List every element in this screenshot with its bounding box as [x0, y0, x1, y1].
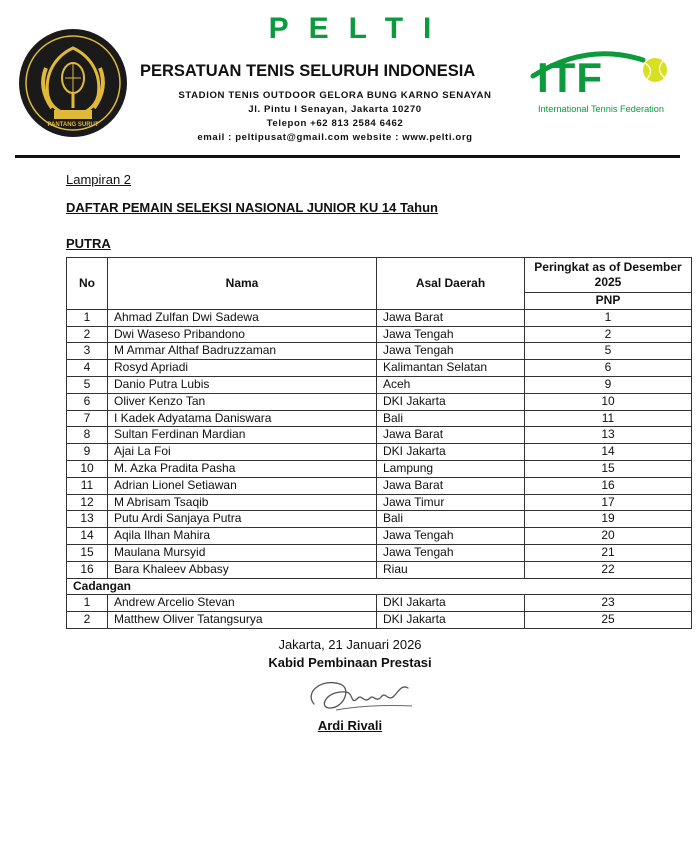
- signer-position: Kabid Pembinaan Prestasi: [268, 655, 432, 670]
- table-row: [67, 309, 692, 326]
- header-divider: [15, 155, 680, 158]
- cell-name: Danio Putra Lubis: [108, 376, 377, 393]
- cell-no: 11: [67, 477, 108, 494]
- cell-name: M Ammar Althaf Badruzzaman: [108, 343, 377, 360]
- table-row: [67, 460, 692, 477]
- pelti-title: PELTI: [268, 12, 452, 45]
- cell-rank: 16: [525, 477, 692, 494]
- cell-no: 14: [67, 528, 108, 545]
- cell-region: Jawa Barat: [377, 427, 525, 444]
- cell-no: 8: [67, 427, 108, 444]
- cell-rank: 10: [525, 393, 692, 410]
- table-row: [67, 360, 692, 377]
- cell-region: Jawa Tengah: [377, 326, 525, 343]
- cell-no: 5: [67, 376, 108, 393]
- cell-no: 3: [67, 343, 108, 360]
- cell-no: 2: [67, 612, 108, 629]
- cell-name: Sultan Ferdinan Mardian: [108, 427, 377, 444]
- cell-region: Jawa Tengah: [377, 528, 525, 545]
- phone-line: Telepon +62 813 2584 6462: [266, 118, 404, 129]
- cell-name: Andrew Arcelio Stevan: [108, 595, 377, 612]
- cell-name: Dwi Waseso Pribandono: [108, 326, 377, 343]
- table-row: [67, 444, 692, 461]
- table-row: [67, 326, 692, 343]
- cell-no: 7: [67, 410, 108, 427]
- cell-rank: 13: [525, 427, 692, 444]
- cell-no: 6: [67, 393, 108, 410]
- cell-region: Jawa Tengah: [377, 343, 525, 360]
- cell-region: Lampung: [377, 460, 525, 477]
- cell-rank: 17: [525, 494, 692, 511]
- cell-no: 1: [67, 309, 108, 326]
- cell-no: 15: [67, 544, 108, 561]
- table-row: [67, 427, 692, 444]
- cell-name: Putu Ardi Sanjaya Putra: [108, 511, 377, 528]
- cell-region: Bali: [377, 410, 525, 427]
- cell-region: Bali: [377, 511, 525, 528]
- cell-no: 16: [67, 561, 108, 578]
- cell-region: DKI Jakarta: [377, 444, 525, 461]
- cell-rank: 25: [525, 612, 692, 629]
- cell-no: 1: [67, 595, 108, 612]
- cell-rank: 14: [525, 444, 692, 461]
- cell-name: Oliver Kenzo Tan: [108, 393, 377, 410]
- table-row: [67, 544, 692, 561]
- player-table: [66, 257, 692, 629]
- table-row: [67, 528, 692, 545]
- cell-name: Rosyd Apriadi: [108, 360, 377, 377]
- reserve-label: Cadangan: [67, 578, 692, 595]
- cell-no: 4: [67, 360, 108, 377]
- table-row: [67, 561, 692, 578]
- cell-name: Matthew Oliver Tatangsurya: [108, 612, 377, 629]
- table-row: [67, 511, 692, 528]
- cell-name: M Abrisam Tsaqib: [108, 494, 377, 511]
- cell-rank: 23: [525, 595, 692, 612]
- itf-caption: International Tennis Federation: [538, 104, 664, 114]
- cell-rank: 20: [525, 528, 692, 545]
- document-title: DAFTAR PEMAIN SELEKSI NASIONAL JUNIOR KU 14 Tahun: [66, 200, 438, 215]
- cell-region: Kalimantan Selatan: [377, 360, 525, 377]
- cell-name: I Kadek Adyatama Daniswara: [108, 410, 377, 427]
- cell-no: 13: [67, 511, 108, 528]
- cell-region: Aceh: [377, 376, 525, 393]
- header-region: Asal Daerah: [377, 258, 525, 310]
- cell-no: 12: [67, 494, 108, 511]
- reserve-section-row: [67, 578, 692, 595]
- table-row: [67, 393, 692, 410]
- svg-text:PANTANG SURUT: PANTANG SURUT: [47, 122, 99, 128]
- cell-name: Bara Khaleev Abbasy: [108, 561, 377, 578]
- organization-name: PERSATUAN TENIS SELURUH INDONESIA: [140, 62, 476, 80]
- section-heading: PUTRA: [66, 236, 111, 251]
- header-name: Nama: [108, 258, 377, 310]
- table-row: [67, 494, 692, 511]
- table-row: [67, 612, 692, 629]
- letterhead: [0, 0, 700, 160]
- contact-line: email : peltipusat@gmail.com website : www.pelti.org: [197, 132, 473, 143]
- signature-icon: [300, 674, 430, 718]
- address-line-2: Jl. Pintu I Senayan, Jakarta 10270: [248, 104, 422, 115]
- cell-rank: 15: [525, 460, 692, 477]
- cell-region: DKI Jakarta: [377, 612, 525, 629]
- cell-region: Jawa Barat: [377, 477, 525, 494]
- cell-no: 10: [67, 460, 108, 477]
- cell-region: DKI Jakarta: [377, 595, 525, 612]
- cell-name: Aqila Ilhan Mahira: [108, 528, 377, 545]
- attachment-label: Lampiran 2: [66, 172, 132, 187]
- header-rank: Peringkat as of Desember 2025: [525, 258, 692, 293]
- itf-logo-letters: ITF: [537, 54, 603, 101]
- cell-name: Ahmad Zulfan Dwi Sadewa: [108, 309, 377, 326]
- cell-rank: 19: [525, 511, 692, 528]
- cell-rank: 11: [525, 410, 692, 427]
- cell-rank: 5: [525, 343, 692, 360]
- header-rank-pnp: PNP: [525, 293, 692, 310]
- table-row: [67, 595, 692, 612]
- cell-rank: 9: [525, 376, 692, 393]
- table-header-row: [67, 258, 692, 293]
- cell-no: 2: [67, 326, 108, 343]
- table-row: [67, 410, 692, 427]
- cell-region: Jawa Barat: [377, 309, 525, 326]
- header-no: No: [67, 258, 108, 310]
- table-row: [67, 376, 692, 393]
- cell-region: DKI Jakarta: [377, 393, 525, 410]
- cell-name: Adrian Lionel Setiawan: [108, 477, 377, 494]
- cell-region: Jawa Tengah: [377, 544, 525, 561]
- address-line-1: STADION TENIS OUTDOOR GELORA BUNG KARNO SENAYAN: [178, 90, 492, 101]
- cell-name: Maulana Mursyid: [108, 544, 377, 561]
- signer-name: Ardi Rivali: [317, 718, 383, 733]
- cell-no: 9: [67, 444, 108, 461]
- place-date: Jakarta, 21 Januari 2026: [278, 637, 422, 652]
- cell-region: Riau: [377, 561, 525, 578]
- cell-name: M. Azka Pradita Pasha: [108, 460, 377, 477]
- cell-rank: 22: [525, 561, 692, 578]
- cell-rank: 2: [525, 326, 692, 343]
- cell-rank: 6: [525, 360, 692, 377]
- cell-rank: 21: [525, 544, 692, 561]
- table-row: [67, 477, 692, 494]
- table-row: [67, 343, 692, 360]
- cell-region: Jawa Timur: [377, 494, 525, 511]
- cell-name: Ajai La Foi: [108, 444, 377, 461]
- cell-rank: 1: [525, 309, 692, 326]
